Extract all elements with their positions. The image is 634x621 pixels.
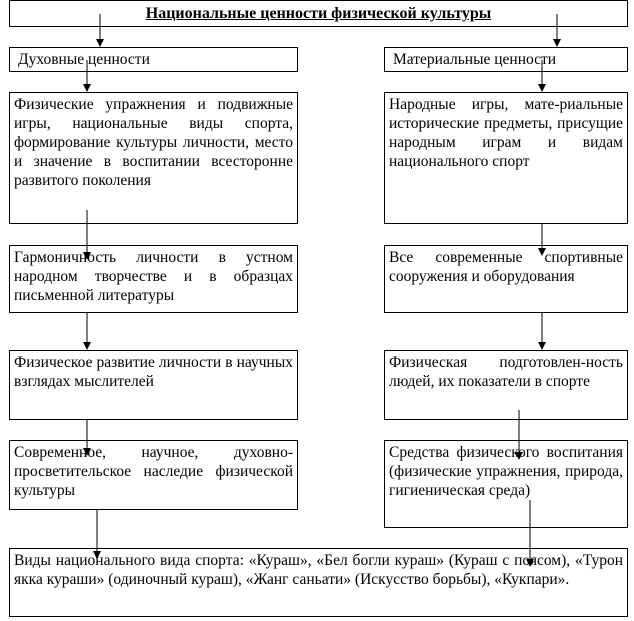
right-box-3: Физическая подготовлен-ность людей, их показатели в спорте — [384, 350, 628, 420]
diagram-title — [9, 0, 628, 27]
right-box-1: Народные игры, мате-риальные исторические предметы, присущие народным играм и видам национального спорт — [384, 92, 628, 224]
spiritual-values-header: Духовные ценности — [9, 47, 298, 72]
left-box-4: Современное, научное, духовно-просветительское наследие физической культуры — [9, 440, 298, 510]
right-box-2: Все современные спортивные сооружения и оборудования — [384, 245, 628, 313]
left-box-1: Физические упражнения и подвижные игры, национальные виды спорта, формирование культуры личности, место и значение в воспитании всесторонне развитого поколения — [9, 92, 298, 224]
title-text: Национальные ценности физической культуры — [145, 5, 492, 22]
bottom-box: Виды национального вида спорта: «Кураш», «Бел богли кураш» (Кураш с поясом), «Турон якка кураши» (одиночный кураш), «Жанг саньати» (Искусство борьбы), «Кукпари». — [9, 548, 628, 617]
left-box-3: Физическое развитие личности в научных взглядах мыслителей — [9, 350, 298, 420]
material-values-header: Материальные ценности — [384, 47, 628, 72]
right-box-4: Средства физического воспитания (физические упражнения, природа, гигиеническая среда) — [384, 440, 628, 528]
left-box-2: Гармоничность личности в устном народном творчестве и в образцах письменной литературы — [9, 245, 298, 313]
